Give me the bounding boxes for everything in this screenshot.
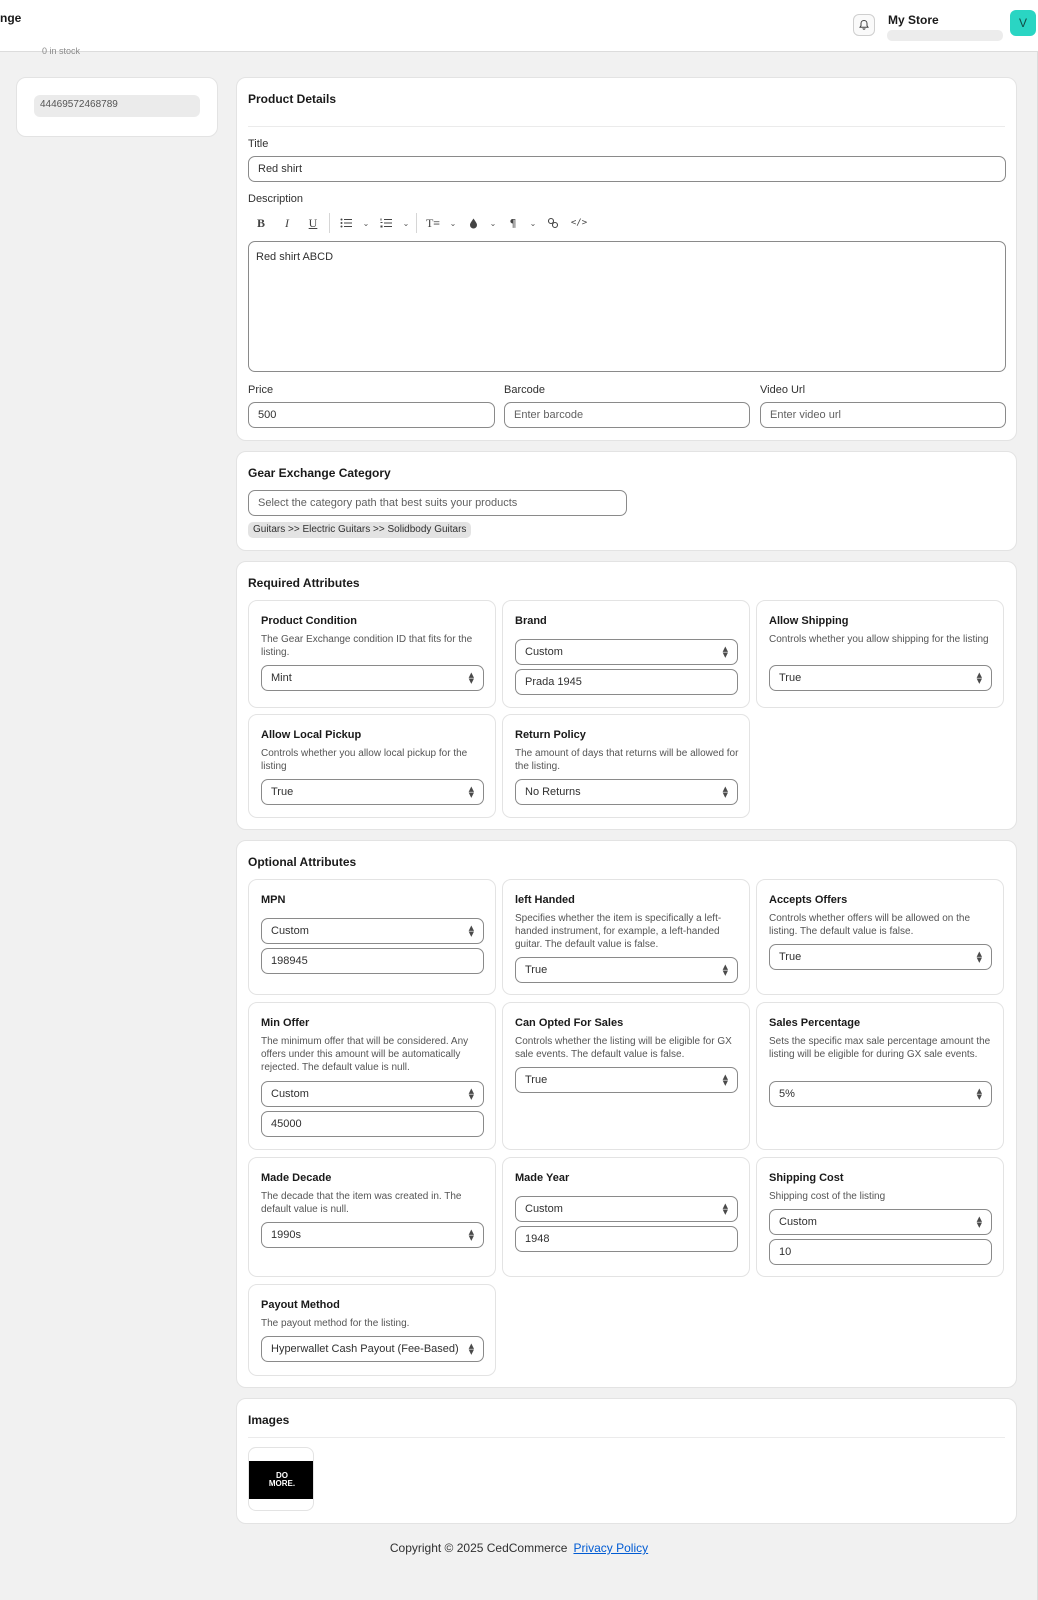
attribute-description: The payout method for the listing.: [261, 1318, 410, 1329]
numbered-list-icon[interactable]: [373, 212, 399, 234]
select-arrows-icon: ▲ ▼: [722, 1202, 728, 1216]
price-label: Price: [248, 384, 274, 396]
accepts-offers-select[interactable]: [769, 944, 992, 970]
select-arrows-icon: ▲ ▼: [722, 785, 728, 799]
attribute-allow-local-pickup: [248, 714, 496, 818]
product-details-card: [236, 77, 1017, 441]
text-size-icon[interactable]: T≡: [425, 215, 441, 230]
attribute-title: Can Opted For Sales: [515, 1017, 624, 1029]
attribute-title: Sales Percentage: [769, 1017, 861, 1029]
select-value: No Returns: [525, 786, 581, 798]
attribute-product-condition: [248, 600, 496, 708]
return-policy-select[interactable]: [515, 779, 738, 805]
attribute-can-opted-for-sales: [502, 1002, 750, 1150]
attribute-sales-percentage: [756, 1002, 1004, 1150]
stock-text: 0 in stock: [42, 46, 81, 56]
link-icon[interactable]: [540, 212, 566, 234]
select-arrows-icon: ▲ ▼: [976, 950, 982, 964]
select-value: Custom: [525, 1203, 563, 1215]
bullet-list-icon[interactable]: [333, 212, 359, 234]
chevron-down-icon[interactable]: ⌄: [362, 218, 370, 228]
divider: [248, 1437, 1005, 1438]
condition-select[interactable]: [261, 665, 484, 691]
attribute-description: Shipping cost of the listing: [769, 1191, 886, 1202]
top-bar: [0, 0, 1038, 56]
attribute-title: Payout Method: [261, 1299, 340, 1311]
min-offer-select[interactable]: [261, 1081, 484, 1107]
attribute-brand: [502, 600, 750, 708]
select-arrows-icon: ▲ ▼: [468, 924, 474, 938]
attribute-title: Allow Shipping: [769, 615, 849, 627]
product-image-thumbnail[interactable]: [248, 1447, 314, 1511]
card-title: Product Details: [248, 92, 337, 106]
select-value: True: [779, 951, 802, 963]
attribute-payout-method: [248, 1284, 496, 1376]
attribute-made-year: [502, 1157, 750, 1277]
required-attributes-card: [236, 561, 1017, 830]
select-arrows-icon: ▲ ▼: [976, 1087, 982, 1101]
attribute-title: Brand: [515, 615, 547, 627]
select-arrows-icon: ▲ ▼: [468, 1342, 474, 1356]
chevron-down-icon[interactable]: ⌄: [529, 218, 537, 228]
shipping-cost-select[interactable]: [769, 1209, 992, 1235]
select-value: Custom: [779, 1216, 817, 1228]
copyright-text: Copyright © 2025 CedCommerce: [389, 1541, 568, 1555]
select-value: True: [525, 1074, 548, 1086]
attribute-title: Made Decade: [261, 1172, 332, 1184]
color-icon[interactable]: [460, 212, 486, 234]
image-text: DO: [275, 1471, 288, 1480]
store-name[interactable]: My Store: [888, 13, 939, 27]
paragraph-icon[interactable]: ¶: [509, 216, 517, 230]
video-url-label: Video Url: [760, 384, 806, 396]
select-arrows-icon: ▲ ▼: [468, 785, 474, 799]
rich-text-toolbar: [248, 212, 592, 234]
attribute-return-policy: [502, 714, 750, 818]
attribute-description: The minimum offer that will be considered. Any offers under this amount will be automatically rejected. The default value is null.: [261, 1036, 469, 1073]
attribute-title: Min Offer: [261, 1017, 310, 1029]
sku-field: 44469572468789: [34, 95, 200, 117]
barcode-label: Barcode: [504, 384, 545, 396]
allow-shipping-select[interactable]: [769, 665, 992, 691]
attribute-left-handed: [502, 879, 750, 995]
avatar[interactable]: V: [1010, 10, 1036, 36]
chevron-down-icon[interactable]: ⌄: [489, 218, 497, 228]
attribute-description: Controls whether you allow local pickup for the listing: [261, 748, 468, 772]
select-value: Mint: [271, 672, 292, 684]
select-value: True: [525, 964, 548, 976]
attribute-description: Controls whether offers will be allowed on the listing. The default value is false.: [769, 913, 971, 937]
select-arrows-icon: ▲ ▼: [722, 963, 728, 977]
local-pickup-select[interactable]: [261, 779, 484, 805]
attribute-allow-shipping: [756, 600, 1004, 708]
video-url-input[interactable]: Enter video url: [760, 402, 1006, 428]
left-handed-select[interactable]: [515, 957, 738, 983]
toolbar-separator: [329, 213, 330, 233]
attribute-description: Sets the specific max sale percentage amount the listing will be eligible for during GX sale events.: [769, 1036, 991, 1060]
app-title: nge: [0, 11, 22, 25]
brand-input[interactable]: Prada 1945: [515, 669, 738, 695]
title-input[interactable]: Red shirt: [248, 156, 1006, 182]
attribute-shipping-cost: [756, 1157, 1004, 1277]
select-arrows-icon: ▲ ▼: [468, 1228, 474, 1242]
select-arrows-icon: ▲ ▼: [722, 1073, 728, 1087]
attribute-description: The Gear Exchange condition ID that fits for the listing.: [261, 634, 473, 658]
attribute-description: Specifies whether the item is specifically a left-handed instrument, for example, a left-handed guitar. The default value is false.: [515, 913, 722, 950]
select-arrows-icon: ▲ ▼: [722, 645, 728, 659]
price-input[interactable]: 500: [248, 402, 495, 428]
description-editor[interactable]: Red shirt ABCD: [248, 241, 1006, 372]
attribute-title: Made Year: [515, 1172, 570, 1184]
category-path-tag: Guitars >> Electric Guitars >> Solidbody Guitars: [248, 522, 471, 538]
notification-bell-icon[interactable]: [853, 14, 875, 36]
attribute-title: Product Condition: [261, 615, 357, 627]
variant-card: [16, 77, 218, 137]
attribute-title: Shipping Cost: [769, 1172, 844, 1184]
select-value: 1990s: [271, 1229, 301, 1241]
attribute-mpn: [248, 879, 496, 995]
select-arrows-icon: ▲ ▼: [976, 671, 982, 685]
select-value: 5%: [779, 1088, 795, 1100]
select-value: True: [271, 786, 294, 798]
mpn-input[interactable]: 198945: [261, 948, 484, 974]
product-image: [249, 1461, 314, 1499]
toolbar-separator: [416, 213, 417, 233]
optional-attributes-card: [236, 840, 1017, 1388]
select-value: Hyperwallet Cash Payout (Fee-Based): [271, 1343, 459, 1355]
sales-opt-in-select[interactable]: [515, 1067, 738, 1093]
code-icon[interactable]: </>: [570, 218, 588, 228]
select-arrows-icon: ▲ ▼: [468, 1087, 474, 1101]
select-value: True: [779, 672, 802, 684]
bold-icon[interactable]: B: [256, 215, 265, 230]
select-arrows-icon: ▲ ▼: [976, 1215, 982, 1229]
images-card: [236, 1398, 1017, 1524]
select-value: Custom: [271, 1088, 309, 1100]
made-year-input[interactable]: 1948: [515, 1226, 738, 1252]
payout-method-select[interactable]: [261, 1336, 484, 1362]
footer: [0, 1541, 1038, 1555]
italic-icon[interactable]: I: [285, 215, 289, 230]
divider: [248, 126, 1005, 127]
made-year-select[interactable]: [515, 1196, 738, 1222]
category-search-input[interactable]: Select the category path that best suits your products: [248, 490, 627, 516]
made-decade-select[interactable]: [261, 1222, 484, 1248]
shipping-cost-input[interactable]: 10: [769, 1239, 992, 1265]
category-card: [236, 451, 1017, 551]
attribute-title: left Handed: [515, 894, 575, 906]
attribute-made-decade: [248, 1157, 496, 1277]
store-subtitle-redacted: [887, 30, 1003, 41]
sales-percentage-select[interactable]: [769, 1081, 992, 1107]
card-title: Gear Exchange Category: [248, 466, 391, 480]
attribute-description: The decade that the item was created in. The default value is null.: [261, 1191, 462, 1215]
attribute-description: Controls whether the listing will be eligible for GX sale events. The default value is false.: [515, 1036, 732, 1060]
brand-select[interactable]: [515, 639, 738, 665]
image-text: MORE.: [268, 1479, 296, 1488]
barcode-input[interactable]: Enter barcode: [504, 402, 750, 428]
select-arrows-icon: ▲ ▼: [468, 671, 474, 685]
title-label: Title: [248, 138, 269, 150]
attribute-title: MPN: [261, 894, 286, 906]
mpn-select[interactable]: [261, 918, 484, 944]
attribute-title: Accepts Offers: [769, 894, 848, 906]
min-offer-input[interactable]: 45000: [261, 1111, 484, 1137]
attribute-description: Controls whether you allow shipping for the listing: [769, 634, 989, 645]
card-title: Images: [248, 1413, 290, 1427]
select-value: Custom: [271, 925, 309, 937]
chevron-down-icon[interactable]: ⌄: [449, 218, 457, 228]
attribute-title: Return Policy: [515, 729, 586, 741]
card-title: Optional Attributes: [248, 855, 357, 869]
chevron-down-icon[interactable]: ⌄: [402, 218, 410, 228]
attribute-min-offer: [248, 1002, 496, 1150]
attribute-accepts-offers: [756, 879, 1004, 995]
select-value: Custom: [525, 646, 563, 658]
attribute-title: Allow Local Pickup: [261, 729, 362, 741]
description-label: Description: [248, 193, 304, 205]
card-title: Required Attributes: [248, 576, 360, 590]
underline-icon[interactable]: U: [308, 215, 318, 230]
attribute-description: The amount of days that returns will be allowed for the listing.: [515, 748, 739, 772]
privacy-policy-link[interactable]: Privacy Policy: [573, 1541, 649, 1555]
